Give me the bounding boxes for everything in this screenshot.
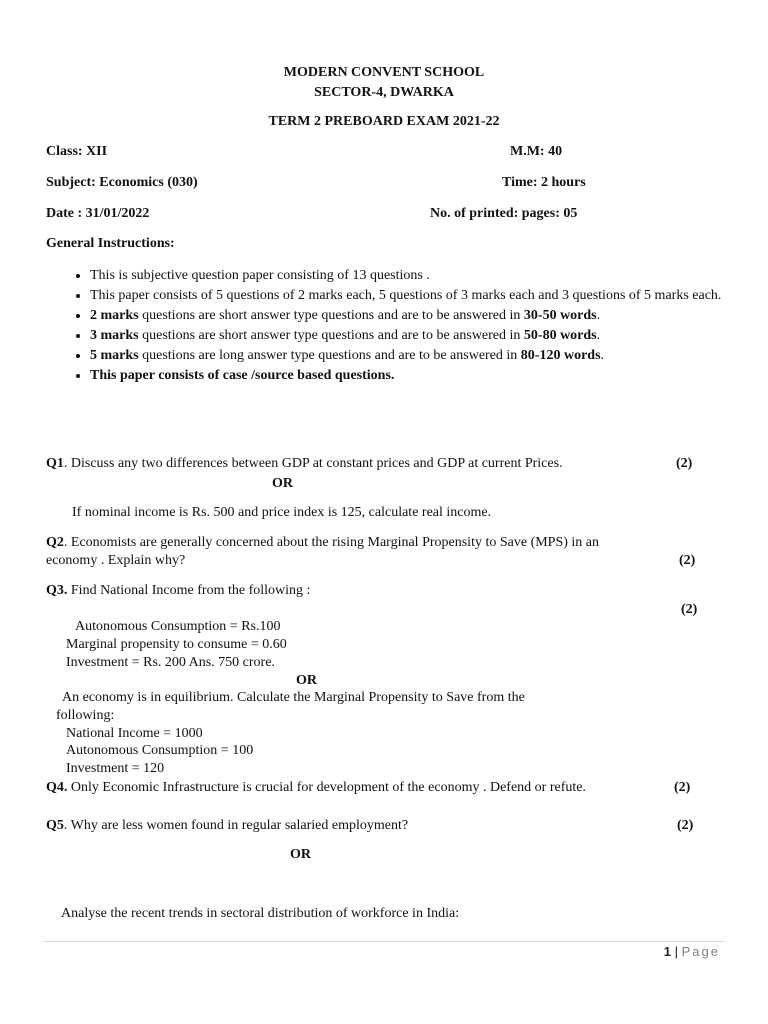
footer-divider <box>43 941 725 942</box>
question-3-alt-line-1: An economy is in equilibrium. Calculate the Marginal Propensity to Save from the <box>62 690 525 705</box>
question-5-or: OR <box>290 847 311 862</box>
page-number: 1 | Page <box>663 944 720 959</box>
question-5: Q5. Why are less women found in regular salaried employment? <box>46 818 409 833</box>
question-2: Q2. Economists are generally concerned about the rising Marginal Propensity to Save (MPS) in an <box>46 535 600 550</box>
question-3-alt-line-5: Investment = 120 <box>66 761 165 776</box>
instruction-item: • This paper consists of 5 questions of 2 marks each, 5 questions of 3 marks each and 3 questions of 5 marks each. <box>90 286 750 306</box>
question-3-alt-line-3: National Income = 1000 <box>66 726 203 741</box>
question-3-line-2: Marginal propensity to consume = 0.60 <box>66 637 287 652</box>
instruction-item: • This is subjective question paper consisting of 13 questions . <box>90 266 750 286</box>
question-5-marks: (2) <box>677 818 694 833</box>
question-4-marks: (2) <box>674 780 691 795</box>
date-label: Date : 31/01/2022 <box>46 206 150 221</box>
instructions-list <box>48 266 750 386</box>
question-3-alt-line-2: following: <box>56 708 115 723</box>
school-name: MODERN CONVENT SCHOOL <box>283 65 485 80</box>
pages-label: No. of printed: pages: 05 <box>430 206 578 221</box>
question-3-marks: (2) <box>681 602 698 617</box>
question-4: Q4. Only Economic Infrastructure is crucial for development of the economy . Defend or refute. <box>46 780 586 795</box>
question-3-line-3: Investment = Rs. 200 Ans. 750 crore. <box>66 655 275 670</box>
instruction-item: • 5 marks questions are long answer type questions and are to be answered in 80-120 words. <box>90 346 750 366</box>
instruction-item: • 2 marks questions are short answer type questions and are to be answered in 30-50 words. <box>90 306 750 326</box>
question-3: Q3. Find National Income from the following : <box>46 583 311 598</box>
question-5-alternative: Analyse the recent trends in sectoral distribution of workforce in India: <box>61 906 460 921</box>
time-label: Time: 2 hours <box>502 175 586 190</box>
question-3-alt-line-4: Autonomous Consumption = 100 <box>66 743 254 758</box>
question-3-or: OR <box>296 673 317 688</box>
question-2-marks: (2) <box>679 553 696 568</box>
instruction-item: • This paper consists of case /source based questions. <box>90 366 750 386</box>
instruction-item: • 3 marks questions are short answer type questions and are to be answered in 50-80 words. <box>90 326 750 346</box>
question-1: Q1. Discuss any two differences between GDP at constant prices and GDP at current Prices. <box>46 456 563 471</box>
exam-title: TERM 2 PREBOARD EXAM 2021-22 <box>268 114 500 129</box>
instructions-title: General Instructions: <box>46 236 175 251</box>
question-1-marks: (2) <box>676 456 693 471</box>
question-3-line-1: Autonomous Consumption = Rs.100 <box>75 619 281 634</box>
subject-label: Subject: Economics (030) <box>46 175 198 190</box>
question-2-line-2: economy . Explain why? <box>46 553 186 568</box>
question-1-alternative: If nominal income is Rs. 500 and price index is 125, calculate real income. <box>72 505 492 520</box>
school-sector: SECTOR-4, DWARKA <box>314 85 454 100</box>
max-marks: M.M: 40 <box>510 144 563 159</box>
class-label: Class: XII <box>46 144 108 159</box>
question-1-or: OR <box>272 476 293 491</box>
